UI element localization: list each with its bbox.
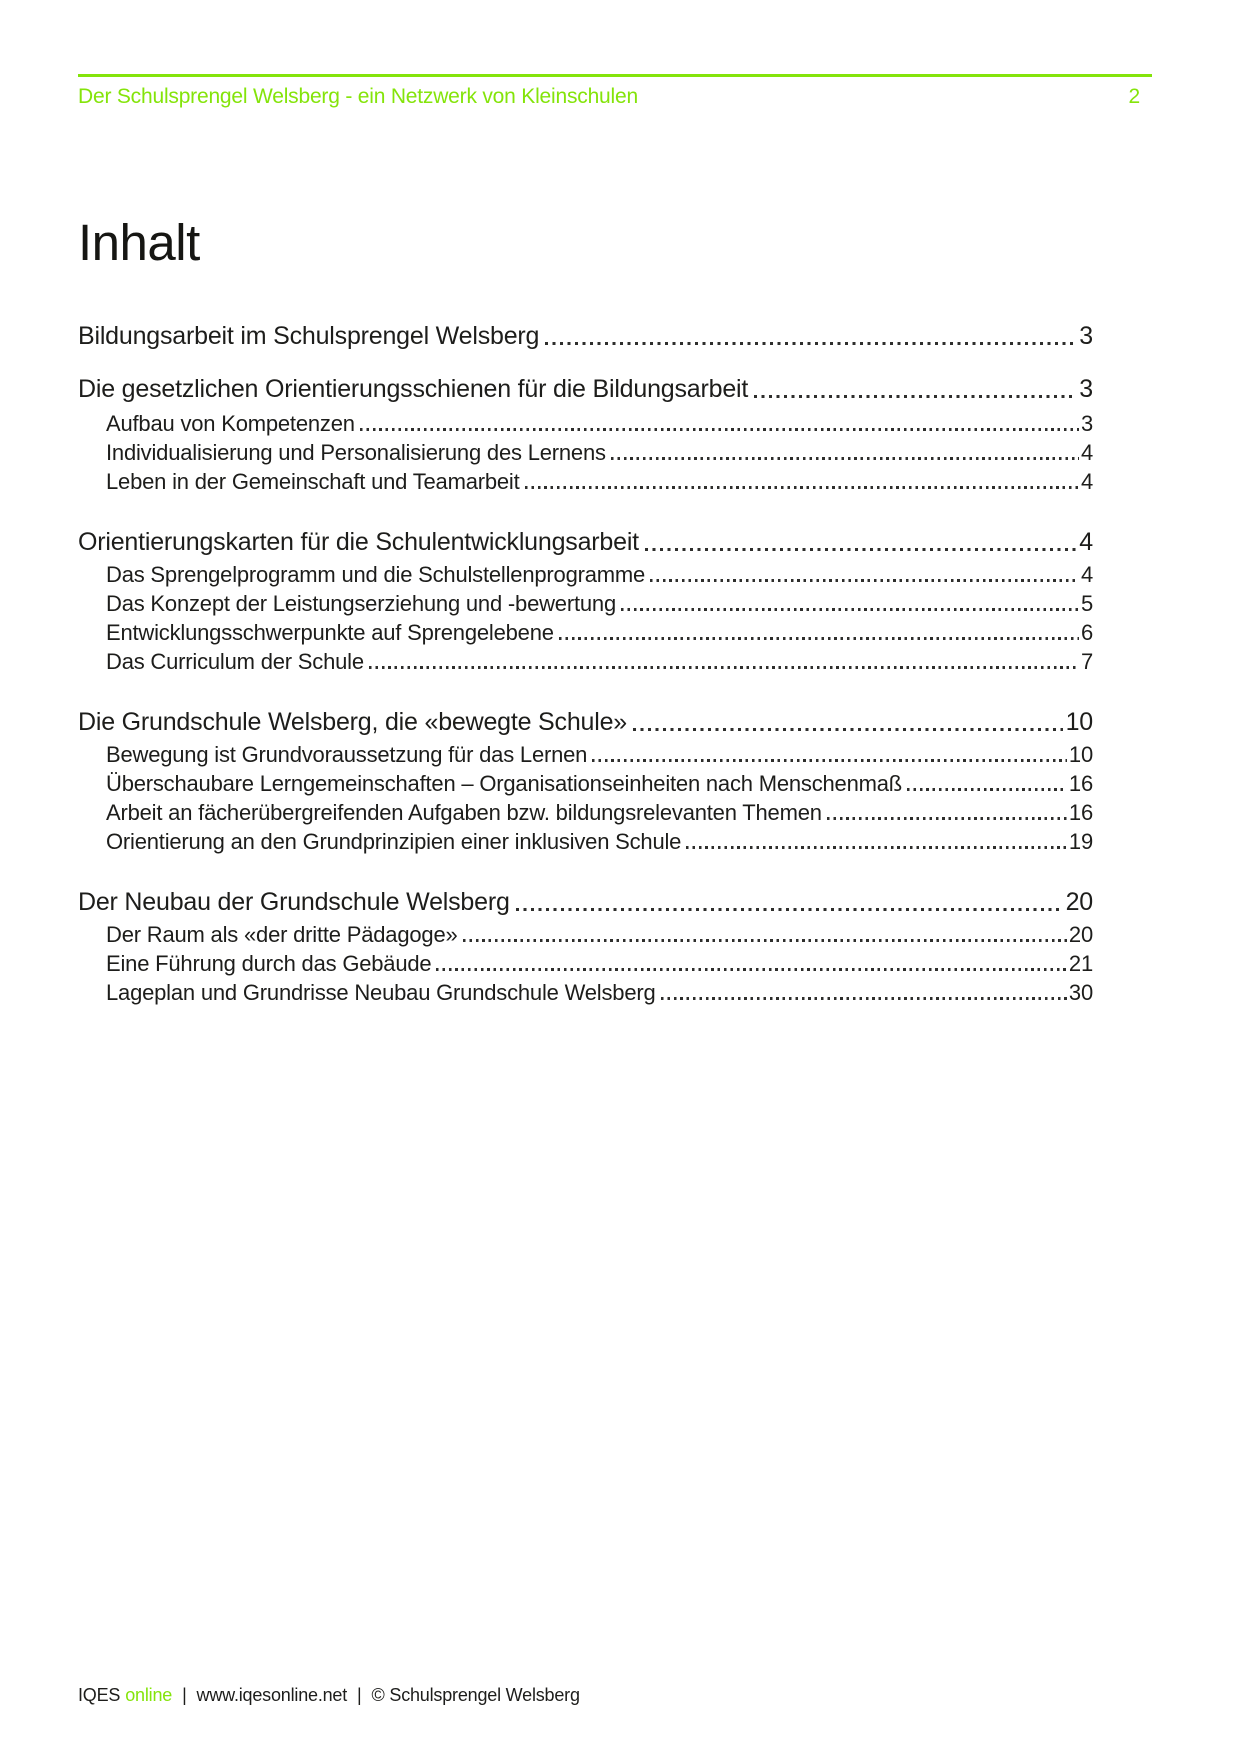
toc-entry[interactable]	[78, 319, 1093, 353]
toc-entry[interactable]	[78, 589, 1093, 618]
dot-leader	[369, 666, 1079, 669]
toc-entry[interactable]	[78, 705, 1093, 739]
dot-leader	[525, 486, 1079, 489]
toc-entry-page: 16	[1068, 800, 1093, 825]
toc-entry[interactable]	[78, 618, 1093, 647]
toc-entry-page: 10	[1065, 708, 1093, 736]
footer-separator: |	[357, 1685, 362, 1705]
toc-entry-page: 6	[1080, 620, 1093, 645]
footer-separator: |	[182, 1685, 187, 1705]
toc-entry-page: 4	[1080, 469, 1093, 494]
toc-entry-label: Das Curriculum der Schule	[106, 649, 364, 674]
toc-entry-label: Orientierungskarten für die Schulentwicklungsarbeit	[78, 528, 639, 556]
dot-leader	[545, 342, 1076, 345]
footer-copyright: © Schulsprengel Welsberg	[371, 1685, 580, 1705]
toc-entry-page: 10	[1068, 742, 1093, 767]
toc-entry-page: 21	[1068, 951, 1093, 976]
dot-leader	[516, 908, 1063, 911]
toc-entry-label: Lageplan und Grundrisse Neubau Grundschule Welsberg	[106, 980, 656, 1005]
dot-leader	[645, 548, 1076, 551]
toc-entry-label: Der Raum als «der dritte Pädagoge»	[106, 922, 458, 947]
table-of-contents	[78, 319, 1093, 1007]
toc-entry-page: 20	[1068, 922, 1093, 947]
toc-entry-label: Entwicklungsschwerpunkte auf Sprengelebene	[106, 620, 554, 645]
toc-entry-label: Individualisierung und Personalisierung des Lernens	[106, 440, 606, 465]
dot-leader	[661, 997, 1067, 1000]
toc-entry-label: Aufbau von Kompetenzen	[106, 411, 355, 436]
dot-leader	[686, 846, 1067, 849]
toc-entry-page: 4	[1079, 528, 1093, 556]
dot-leader	[633, 728, 1063, 731]
toc-entry-label: Bewegung ist Grundvoraussetzung für das Lernen	[106, 742, 588, 767]
dot-leader	[907, 788, 1067, 791]
dot-leader	[592, 759, 1067, 762]
running-title: Der Schulsprengel Welsberg - ein Netzwerk von Kleinschulen	[78, 85, 638, 108]
toc-entry-page: 3	[1079, 322, 1093, 350]
dot-leader	[650, 579, 1079, 582]
page-header	[78, 84, 1152, 110]
toc-entry-label: Bildungsarbeit im Schulsprengel Welsberg	[78, 322, 540, 350]
toc-entry-page: 5	[1080, 591, 1093, 616]
toc-entry[interactable]	[78, 769, 1093, 798]
toc-entry[interactable]	[78, 467, 1093, 496]
toc-entry-page: 30	[1068, 980, 1093, 1005]
toc-entry[interactable]	[78, 740, 1093, 769]
toc-entry[interactable]	[78, 525, 1093, 559]
toc-entry-label: Überschaubare Lerngemeinschaften – Organisationseinheiten nach Menschenmaß	[106, 771, 903, 796]
brand-accent: online	[125, 1685, 173, 1705]
toc-entry[interactable]	[78, 372, 1093, 406]
toc-entry[interactable]	[78, 798, 1093, 827]
brand-name: IQES	[78, 1685, 121, 1705]
page-title: Inhalt	[78, 214, 200, 271]
toc-entry[interactable]	[78, 885, 1093, 919]
dot-leader	[827, 817, 1067, 820]
dot-leader	[559, 637, 1079, 640]
footer-brand	[78, 1684, 172, 1706]
toc-entry-label: Die gesetzlichen Orientierungsschienen für die Bildungsarbeit	[78, 375, 749, 403]
dot-leader	[463, 939, 1067, 942]
toc-entry-page: 7	[1080, 649, 1093, 674]
toc-entry-label: Eine Führung durch das Gebäude	[106, 951, 432, 976]
dot-leader	[360, 428, 1079, 431]
toc-entry-label: Das Konzept der Leistungserziehung und -bewertung	[106, 591, 616, 616]
toc-entry-page: 16	[1068, 771, 1093, 796]
toc-entry-label: Orientierung an den Grundprinzipien einer inklusiven Schule	[106, 829, 682, 854]
page-footer	[78, 1684, 580, 1706]
toc-entry-label: Das Sprengelprogramm und die Schulstellenprogramme	[106, 562, 646, 587]
toc-entry[interactable]	[78, 949, 1093, 978]
toc-entry[interactable]	[78, 920, 1093, 949]
toc-entry[interactable]	[78, 438, 1093, 467]
page-number: 2	[1128, 85, 1140, 108]
dot-leader	[754, 395, 1076, 398]
toc-entry[interactable]	[78, 560, 1093, 589]
toc-entry-page: 20	[1065, 888, 1093, 916]
dot-leader	[436, 968, 1066, 971]
toc-entry-page: 4	[1080, 562, 1093, 587]
toc-entry-label: Die Grundschule Welsberg, die «bewegte Schule»	[78, 708, 628, 736]
toc-entry-label: Arbeit an fächerübergreifenden Aufgaben bzw. bildungsrelevanten Themen	[106, 800, 822, 825]
toc-entry[interactable]	[78, 409, 1093, 438]
toc-entry-label: Der Neubau der Grundschule Welsberg	[78, 888, 510, 916]
dot-leader	[611, 457, 1079, 460]
toc-entry-page: 4	[1080, 440, 1093, 465]
footer-website[interactable]: www.iqesonline.net	[196, 1685, 348, 1705]
toc-entry[interactable]	[78, 647, 1093, 676]
toc-entry[interactable]	[78, 827, 1093, 856]
toc-entry-label: Leben in der Gemeinschaft und Teamarbeit	[106, 469, 520, 494]
toc-entry-page: 3	[1079, 375, 1093, 403]
toc-entry[interactable]	[78, 978, 1093, 1007]
dot-leader	[621, 608, 1079, 611]
toc-entry-page: 3	[1080, 411, 1093, 436]
toc-entry-page: 19	[1068, 829, 1093, 854]
header-rule	[78, 74, 1152, 77]
